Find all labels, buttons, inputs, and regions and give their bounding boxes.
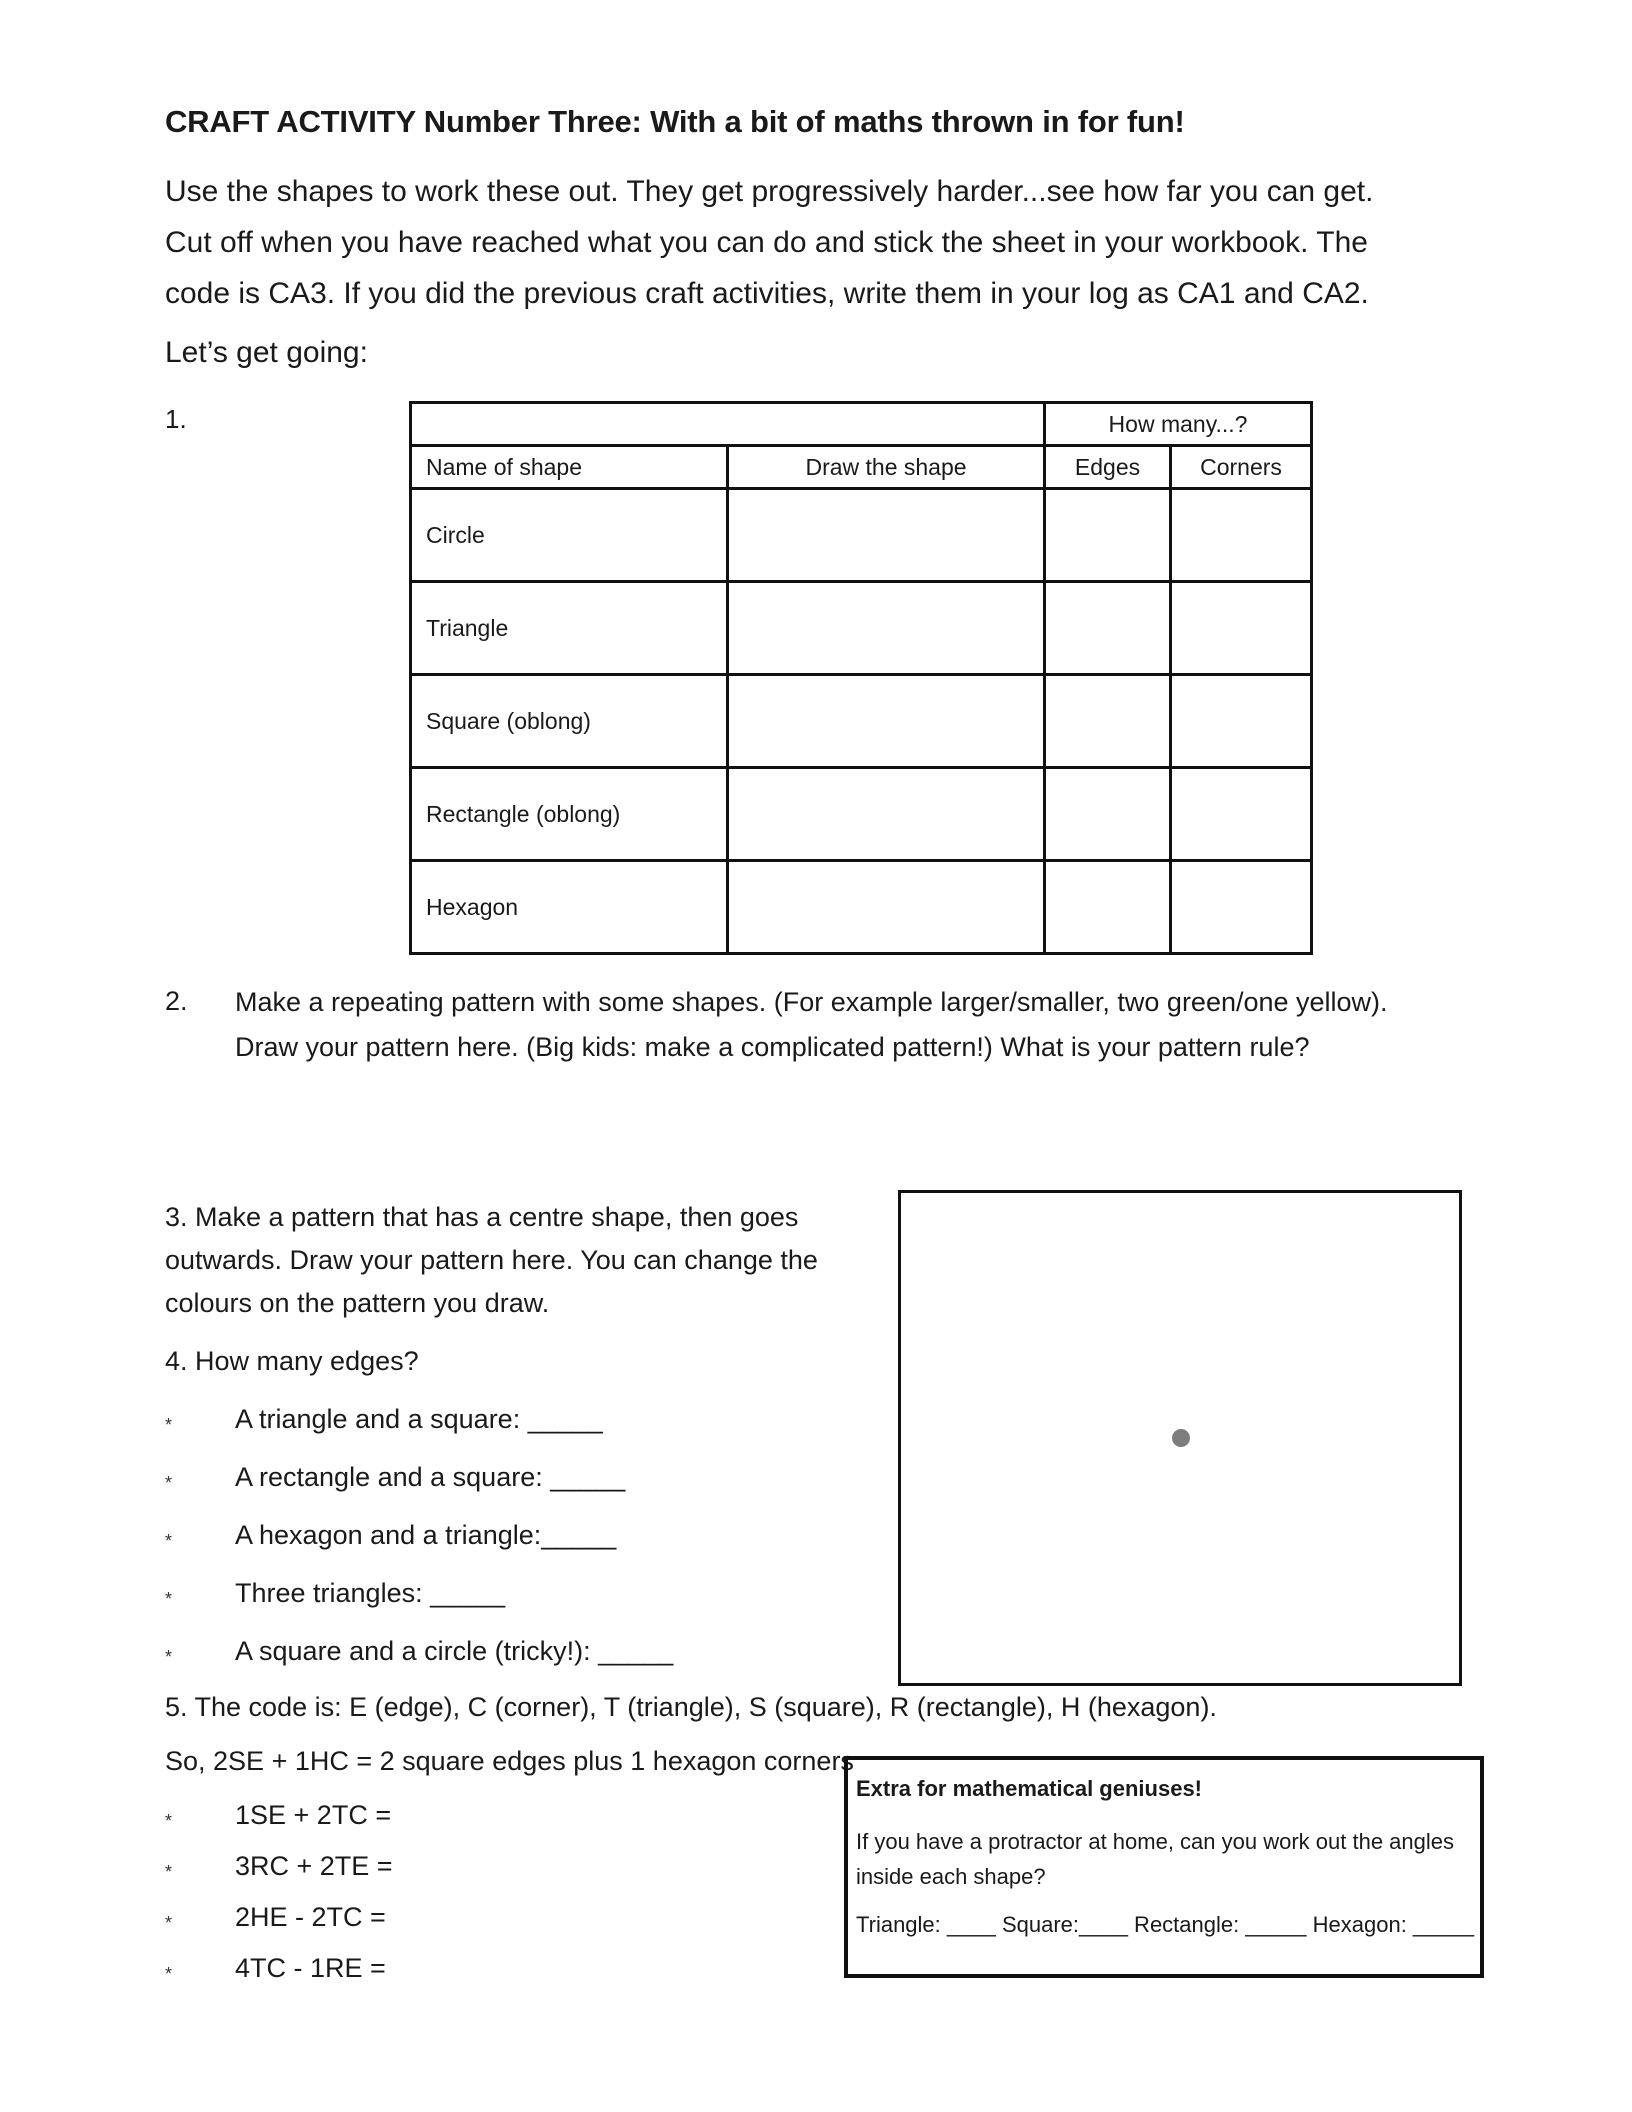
question-5-item: 2HE - 2TC =: [235, 1902, 386, 1932]
draw-cell[interactable]: [728, 489, 1045, 582]
bullet-icon: *: [165, 1473, 173, 1493]
question-4-item: A triangle and a square: _____: [235, 1404, 603, 1434]
edges-cell[interactable]: [1045, 768, 1171, 861]
shape-name: Rectangle (oblong): [411, 768, 728, 861]
edges-cell[interactable]: [1045, 489, 1171, 582]
question-4-item: Three triangles: _____: [235, 1578, 506, 1608]
intro-line: Use the shapes to work these out. They get progressively harder...see how far you can get.: [165, 175, 1374, 208]
lets-get-going: Let’s get going:: [165, 336, 368, 369]
question-3-text: [165, 1196, 845, 1325]
table-header-row: [411, 446, 1312, 489]
question-2-line: Draw your pattern here. (Big kids: make a complicated pattern!) What is your pattern rule?: [235, 1032, 1310, 1062]
edges-cell[interactable]: [1045, 675, 1171, 768]
question-3-line: 3. Make a pattern that has a centre shape, then goes: [165, 1202, 799, 1232]
shape-name: Triangle: [411, 582, 728, 675]
page-title: CRAFT ACTIVITY Number Three: With a bit of maths thrown in for fun!: [165, 104, 1185, 139]
question-5-item: 4TC - 1RE =: [235, 1953, 386, 1983]
question-2-line: Make a repeating pattern with some shapes. (For example larger/smaller, two green/one yellow).: [235, 987, 1388, 1017]
shape-name: Square (oblong): [411, 675, 728, 768]
corners-cell[interactable]: [1171, 861, 1312, 954]
shapes-table: [409, 401, 1313, 955]
pattern-drawing-box[interactable]: [898, 1190, 1462, 1686]
table-row: [411, 768, 1312, 861]
extra-body: [856, 1824, 1472, 1894]
bullet-icon: *: [165, 1531, 173, 1551]
edges-cell[interactable]: [1045, 582, 1171, 675]
bullet-icon: *: [165, 1913, 173, 1933]
bullet-icon: *: [165, 1964, 173, 1984]
table-row: [411, 675, 1312, 768]
draw-cell[interactable]: [728, 861, 1045, 954]
extra-heading: Extra for mathematical geniuses!: [856, 1776, 1203, 1801]
question-5-item: 3RC + 2TE =: [235, 1851, 393, 1881]
table-header-row: [411, 403, 1312, 446]
draw-cell[interactable]: [728, 675, 1045, 768]
question-4-item: A square and a circle (tricky!): _____: [235, 1636, 674, 1666]
column-header: Corners: [1171, 446, 1312, 489]
shape-name: Hexagon: [411, 861, 728, 954]
table-header-blank: [411, 403, 1045, 446]
intro-line: Cut off when you have reached what you can do and stick the sheet in your workbook. The: [165, 226, 1368, 259]
question-5-example: So, 2SE + 1HC = 2 square edges plus 1 hexagon corners: [165, 1746, 854, 1776]
question-2-number: 2.: [165, 986, 188, 1016]
extra-body-line: If you have a protractor at home, can you work out the angles: [856, 1829, 1455, 1854]
extra-angles-line: Triangle: ____ Square:____ Rectangle: _____ Hexagon: _____: [856, 1912, 1475, 1937]
question-4-item: A rectangle and a square: _____: [235, 1462, 626, 1492]
question-3-line: outwards. Draw your pattern here. You can change the: [165, 1245, 818, 1275]
table-row: [411, 582, 1312, 675]
bullet-icon: *: [165, 1589, 173, 1609]
column-header: Draw the shape: [728, 446, 1045, 489]
how-many-header: How many...?: [1045, 403, 1312, 446]
question-2-text: [235, 980, 1455, 1070]
corners-cell[interactable]: [1171, 675, 1312, 768]
draw-cell[interactable]: [728, 768, 1045, 861]
bullet-icon: *: [165, 1862, 173, 1882]
bullet-icon: *: [165, 1647, 173, 1667]
shape-name: Circle: [411, 489, 728, 582]
extra-body-line: inside each shape?: [856, 1864, 1046, 1889]
column-header: Edges: [1045, 446, 1171, 489]
question-5-text: 5. The code is: E (edge), C (corner), T (triangle), S (square), R (rectangle), H (hexagon).: [165, 1692, 1217, 1722]
corners-cell[interactable]: [1171, 582, 1312, 675]
edges-cell[interactable]: [1045, 861, 1171, 954]
question-3-line: colours on the pattern you draw.: [165, 1288, 550, 1318]
column-header: Name of shape: [411, 446, 728, 489]
corners-cell[interactable]: [1171, 489, 1312, 582]
draw-cell[interactable]: [728, 582, 1045, 675]
table-row: [411, 861, 1312, 954]
centre-dot-icon: [1172, 1429, 1190, 1447]
bullet-icon: *: [165, 1415, 173, 1435]
extra-challenge-box: [844, 1756, 1484, 1978]
question-4-item: A hexagon and a triangle:_____: [235, 1520, 617, 1550]
table-row: [411, 489, 1312, 582]
corners-cell[interactable]: [1171, 768, 1312, 861]
intro-line: code is CA3. If you did the previous craft activities, write them in your log as CA1 and CA2.: [165, 277, 1369, 310]
question-1-number: 1.: [165, 404, 187, 434]
bullet-icon: *: [165, 1811, 173, 1831]
question-5-item: 1SE + 2TC =: [235, 1800, 392, 1830]
intro-text: [165, 166, 1495, 319]
question-4-title: 4. How many edges?: [165, 1346, 419, 1376]
